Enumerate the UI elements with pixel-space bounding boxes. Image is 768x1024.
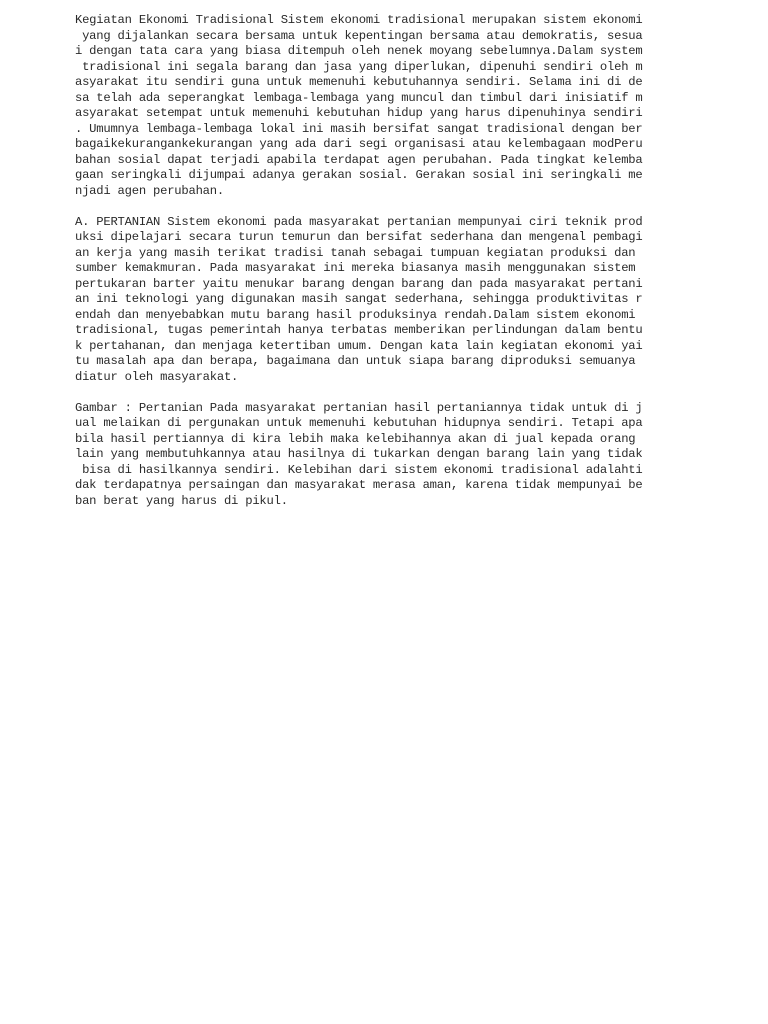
text-line: bahan sosial dapat terjadi apabila terdapat agen perubahan. Pada tingkat kelemba	[75, 152, 643, 167]
text-line: ual melaikan di pergunakan untuk memenuhi kebutuhan hidupnya sendiri. Tetapi apa	[75, 416, 643, 430]
text-line: . Umumnya lembaga-lembaga lokal ini masih bersifat sangat tradisional dengan ber	[75, 121, 643, 136]
text-line: diatur oleh masyarakat.	[75, 369, 239, 384]
text-line: yang dijalankan secara bersama untuk kepentingan bersama atau demokratis, sesua	[75, 28, 643, 43]
text-line: lain yang membutuhkannya atau hasilnya di tukarkan dengan barang lain yang tidak	[75, 447, 643, 461]
text-line: pertukaran barter yaitu menukar barang dengan barang dan pada masyarakat pertani	[75, 276, 643, 291]
text-line: gaan seringkali dijumpai adanya gerakan sosial. Gerakan sosial ini seringkali me	[75, 168, 643, 182]
paragraph-gambar-pertanian	[75, 401, 735, 510]
text-line: bisa di hasilkannya sendiri. Kelebihan dari sistem ekonomi tradisional adalahti	[75, 462, 643, 477]
text-line: A. PERTANIAN Sistem ekonomi pada masyarakat pertanian mempunyai ciri teknik prod	[75, 214, 643, 229]
paragraph-kegiatan-ekonomi-tradisional	[75, 13, 735, 199]
text-line: Gambar : Pertanian Pada masyarakat pertanian hasil pertaniannya tidak untuk di j	[75, 400, 643, 415]
text-line: tu masalah apa dan berapa, bagaimana dan untuk siapa barang diproduksi semuanya	[75, 354, 636, 368]
text-line: bagaikekurangankekurangan yang ada dari segi organisasi atau kelembagaan modPeru	[75, 137, 643, 151]
text-line: sa telah ada seperangkat lembaga-lembaga yang muncul dan timbul dari inisiatif m	[75, 90, 643, 105]
text-line: k pertahanan, dan menjaga ketertiban umum. Dengan kata lain kegiatan ekonomi yai	[75, 338, 643, 353]
text-line: dak terdapatnya persaingan dan masyarakat merasa aman, karena tidak mempunyai be	[75, 478, 643, 492]
paragraph-pertanian	[75, 215, 735, 386]
text-line: i dengan tata cara yang biasa ditempuh oleh nenek moyang sebelumnya.Dalam system	[75, 44, 643, 58]
text-line: endah dan menyebabkan mutu barang hasil produksinya rendah.Dalam sistem ekonomi	[75, 307, 636, 322]
text-line: an ini teknologi yang digunakan masih sangat sederhana, sehingga produktivitas r	[75, 292, 643, 306]
document-page	[75, 13, 735, 525]
text-line: uksi dipelajari secara turun temurun dan bersifat sederhana dan mengenal pembagi	[75, 230, 643, 244]
text-line: sumber kemakmuran. Pada masyarakat ini mereka biasanya masih menggunakan sistem	[75, 261, 636, 275]
text-line: Kegiatan Ekonomi Tradisional Sistem ekonomi tradisional merupakan sistem ekonomi	[75, 13, 643, 27]
text-line: ban berat yang harus di pikul.	[75, 493, 288, 508]
text-line: njadi agen perubahan.	[75, 183, 224, 198]
text-line: bila hasil pertiannya di kira lebih maka kelebihannya akan di jual kepada orang	[75, 431, 636, 446]
text-line: tradisional, tugas pemerintah hanya terbatas memberikan perlindungan dalam bentu	[75, 323, 643, 337]
text-line: asyarakat itu sendiri guna untuk memenuhi kebutuhannya sendiri. Selama ini di de	[75, 75, 643, 89]
text-line: asyarakat setempat untuk memenuhi kebutuhan hidup yang harus dipenuhinya sendiri	[75, 106, 643, 120]
text-line: an kerja yang masih terikat tradisi tanah sebagai tumpuan kegiatan produksi dan	[75, 245, 636, 260]
text-line: tradisional ini segala barang dan jasa yang diperlukan, dipenuhi sendiri oleh m	[75, 59, 643, 74]
